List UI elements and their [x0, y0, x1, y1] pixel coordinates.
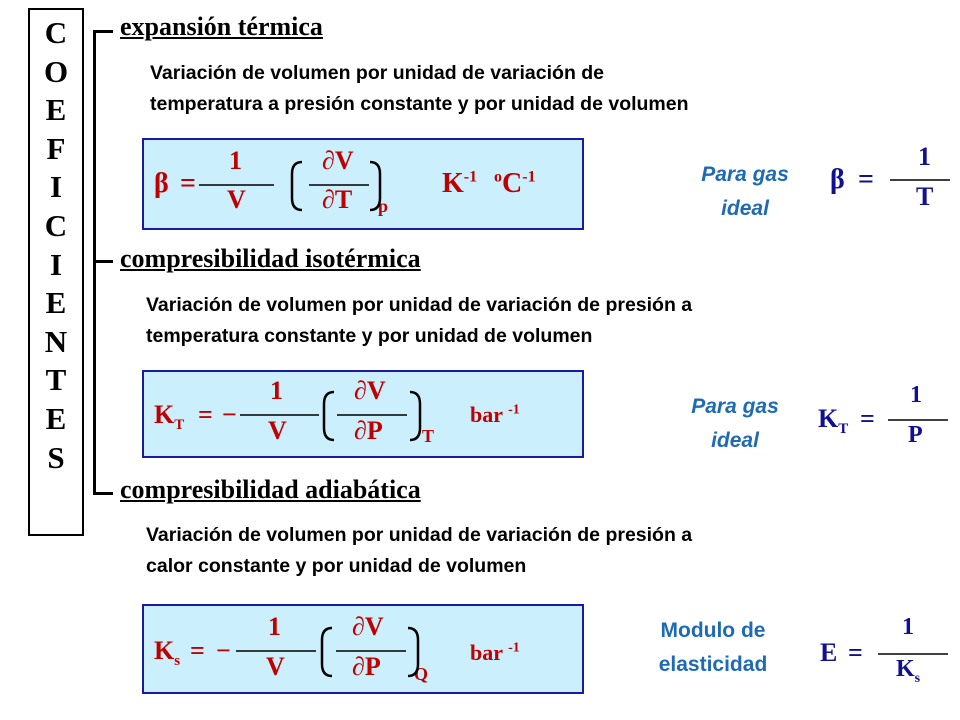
- formula-frac2-den: ∂P: [354, 416, 383, 445]
- desc-line: calor constante y por unidad de volumen: [146, 555, 527, 577]
- ideal-lhs: $K_T$: [818, 404, 849, 438]
- ideal-den: P: [908, 422, 923, 448]
- note-line: Para gas: [691, 395, 779, 418]
- formula-frac2-num: ∂V: [352, 612, 384, 641]
- ideal-fraction-line: [820, 140, 955, 220]
- sidebar-letter: E: [45, 285, 67, 321]
- formula-units: bar $^{-1}$: [470, 402, 520, 427]
- sidebar-letter: E: [45, 400, 67, 436]
- ideal-lhs: β: [830, 164, 845, 195]
- ideal-den: T: [916, 182, 934, 211]
- ideal-fraction-line: [812, 380, 955, 460]
- note-line: ideal: [711, 429, 759, 452]
- note-line: ideal: [721, 197, 769, 220]
- desc-line: Variación de volumen por unidad de variación de presión a: [146, 294, 693, 316]
- formula-equals: =: [190, 636, 205, 665]
- heading-expansion-termica: expansión térmica: [120, 12, 323, 41]
- sidebar-letter: F: [46, 130, 66, 166]
- formula-lhs: β: [154, 168, 169, 199]
- formula-subscript: p: [378, 196, 389, 216]
- ideal-formula-beta: [820, 140, 955, 220]
- formula-units-2: $^oC^{-1}$: [494, 168, 536, 199]
- formula-minus: −: [222, 400, 237, 429]
- ideal-equals: =: [860, 404, 875, 433]
- formula-frac1-num: 1: [270, 376, 283, 405]
- formula-frac2-num: ∂V: [354, 376, 386, 405]
- ideal-num: 1: [918, 142, 931, 171]
- formula-fraction-lines: [144, 606, 584, 694]
- ideal-lhs: E: [820, 638, 838, 667]
- desc-isotermica: [146, 290, 692, 352]
- formula-frac2-num: ∂V: [322, 146, 354, 175]
- sidebar-letter: C: [44, 15, 68, 50]
- formula-frac1-den: V: [227, 185, 246, 214]
- heading-compresibilidad-isotermica: compresibilidad isotérmica: [120, 244, 421, 273]
- desc-expansion: [150, 58, 689, 120]
- desc-line: Variación de volumen por unidad de variación de: [150, 62, 605, 84]
- sidebar-letter: N: [44, 323, 68, 359]
- heading-compresibilidad-adiabatica: compresibilidad adiabática: [120, 475, 421, 504]
- formula-frac1-den: V: [266, 652, 285, 681]
- note-gas-ideal-1: [670, 158, 820, 226]
- formula-frac1-num: 1: [268, 612, 281, 641]
- desc-line: temperatura a presión constante y por unidad de volumen: [150, 93, 689, 115]
- formula-minus: −: [216, 636, 231, 665]
- bracket-tick-top: [93, 30, 113, 33]
- ideal-formula-e: [812, 612, 955, 696]
- ideal-fraction-line: [812, 612, 955, 696]
- ideal-formula-kt: [812, 380, 955, 460]
- sidebar-letter: C: [44, 207, 68, 243]
- sidebar-letter: O: [43, 53, 69, 89]
- note-line: Modulo de: [660, 619, 766, 642]
- formula-box-ks: [142, 604, 584, 694]
- formula-box-kt: [142, 370, 584, 458]
- sidebar-letter: I: [49, 246, 63, 282]
- ideal-equals: =: [848, 638, 863, 667]
- note-modulo-elasticidad: [628, 614, 798, 682]
- desc-adiabatica: [146, 520, 692, 582]
- formula-fraction-lines: [144, 372, 584, 458]
- formula-lhs: $K_s$: [154, 636, 181, 670]
- bracket-tick-bottom: [93, 492, 113, 495]
- ideal-num: 1: [910, 382, 922, 408]
- sidebar-letter: E: [45, 92, 67, 128]
- ideal-num: 1: [902, 614, 914, 640]
- formula-equals: =: [198, 400, 213, 429]
- note-gas-ideal-2: [660, 390, 810, 458]
- formula-subscript: Q: [414, 664, 429, 684]
- formula-lhs: $K_T$: [154, 400, 185, 434]
- desc-line: Variación de volumen por unidad de variación de presión a: [146, 524, 693, 546]
- formula-frac1-den: V: [268, 416, 287, 445]
- formula-equals: =: [180, 168, 196, 199]
- note-line: Para gas: [701, 163, 789, 186]
- desc-line: temperatura constante y por unidad de volumen: [146, 325, 593, 347]
- bracket-tick-middle: [93, 260, 113, 263]
- formula-box-beta: [142, 138, 584, 230]
- formula-units: bar $^{-1}$: [470, 640, 520, 665]
- coeficientes-sidebar: [28, 8, 84, 536]
- sidebar-letter: S: [47, 439, 65, 475]
- note-line: elasticidad: [658, 653, 768, 676]
- formula-subscript: T: [422, 426, 435, 446]
- sidebar-letter: T: [45, 362, 67, 398]
- formula-frac2-den: ∂P: [352, 652, 381, 681]
- formula-frac2-den: ∂T: [322, 185, 353, 214]
- formula-fraction-lines: [144, 140, 584, 230]
- ideal-den: $K_s$: [896, 656, 921, 686]
- ideal-equals: =: [858, 164, 874, 195]
- formula-frac1-num: 1: [229, 146, 242, 175]
- formula-units: $K^{-1}$: [442, 168, 478, 199]
- sidebar-letter: I: [49, 169, 63, 205]
